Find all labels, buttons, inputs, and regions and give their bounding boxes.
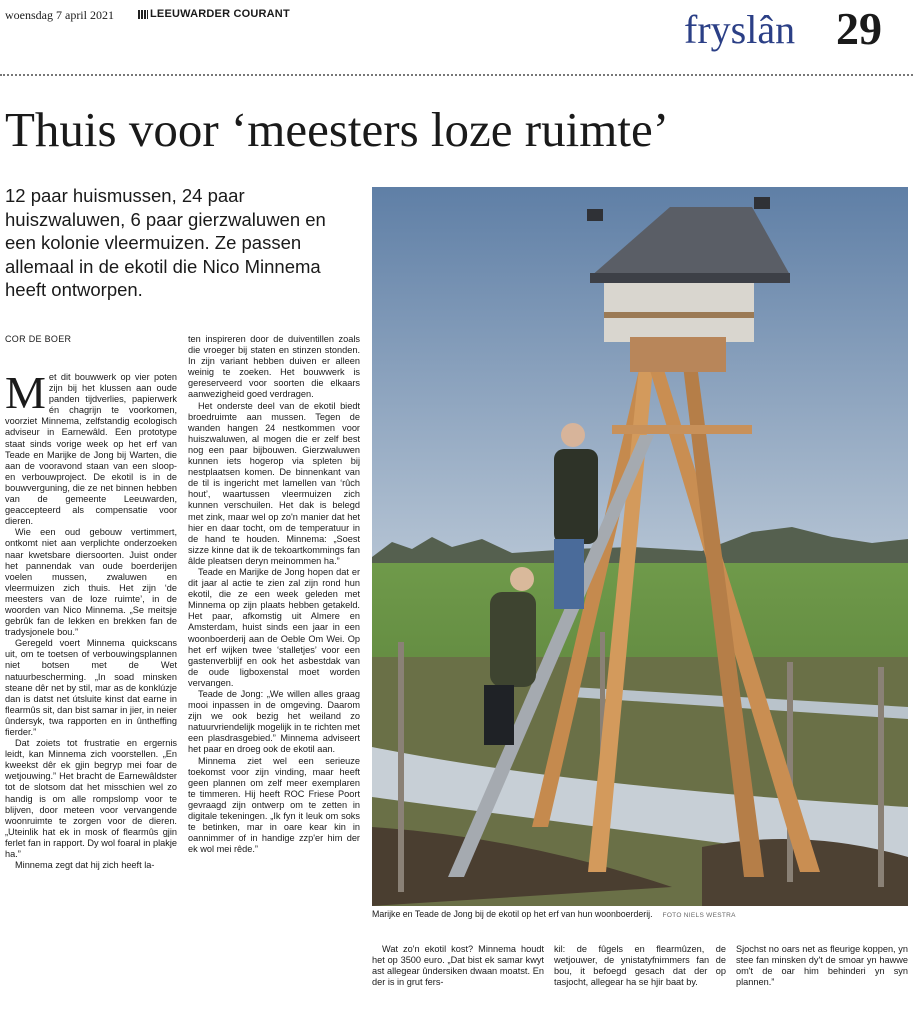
paragraph: Sjochst no oars net as fleurige koppen, yn stee fan minsken dy't de smoar yn hawwe om't de oar him behinderi yn syn plannen.” xyxy=(736,944,908,988)
person-teade-jacket xyxy=(554,449,598,544)
photo-caption xyxy=(372,909,908,919)
fence-post xyxy=(398,642,404,892)
header-divider xyxy=(0,74,913,76)
paragraph: ten inspireren door de duiventillen zoals die vroeger bij staten en stinzen stonden. In zijn variant hebben duiven er alleen weinig te zoeken. Het bouwwerk is gereserveerd voor soorten die elkaars aanwezigheid goed verdragen. xyxy=(188,334,360,400)
issue-date: woensdag 7 april 2021 xyxy=(5,8,114,22)
person-marijke-legs xyxy=(484,685,514,745)
article-lead: 12 paar huismussen, 24 paar huiszwaluwen, 6 paar gierzwaluwen en een kolonie vleermuizen. Ze passen allemaal in de ekotil die Nico Minnema heeft ontworpen. xyxy=(5,185,326,300)
paragraph: Minnema zegt dat hij zich heeft la- xyxy=(15,860,155,871)
paragraph: Met dit bouwwerk op vier poten zijn bij het klussen aan oude panden tijdverlies, papierwerk én chagrijn te voorkomen, voorziet Minnema, zelfstandig ecologisch adviseur in Earnewâld. Een prototype staat sinds vorige week op het erf van Teade en Marijke de Jong bij Warten, die aan de vooravond staan van een sloop- en verbouwproject. De ekotil is in de bouwverguning, die ze net binnen hebben van de gemeente Leeuwarden, geaccepteerd als compensatie voor dieren. xyxy=(5,367,177,527)
text-column-5 xyxy=(736,944,908,1022)
paragraph: Wie een oud gebouw vertimmert, ontkomt niet aan verplichte onderzoeken naar kwetsbare diersoorten. Juist onder het pannendak van oude boerderijen voelen mussen, zwaluwen en vleermuizen zich thuis. Het zijn ‘de meesters van de loze ruimte’, in de woorden van Nico Minnema. „Se meitsje gebrûk fan de lekken en brekken fan de tradysjonele bou.” xyxy=(5,527,177,638)
paragraph: Teade en Marijke de Jong hopen dat er dit jaar al actie te zien zal zijn rond hun ekotil, die ze een week geleden met Minnema op zijn plaats hebben getakeld. Het paar, afkomstig uit Almere en Amsterdam, huist sinds een jaar in een woonboerderij aan de Oeble Om Wei. Op het erf wijken twee ‘stalletjes’ voor een gastenverblijf en ook het asbestdak van de oude ligboxenstal moet worden vervangen. xyxy=(188,566,360,688)
text-column-2 xyxy=(188,334,360,974)
page-number: 29 xyxy=(836,3,882,54)
paragraph: Dat zoiets tot frustratie en ergernis leidt, kan Minnema zich voorstellen. „En kweekst dêr ek gjin begryp mei foar de wetjouwing.” Het bracht de Earnewâldster tot de slotsom dat het misschien wel zo handig is om alle rompslomp voor te blijven, door meteen voor vervangende woonruimte te zorgen voor de dieren. „Uteinlik hat ek in mosk of flearmûs gjin ferlet fan in rapport. Dy wol foaral in plakje ha.” xyxy=(5,738,177,860)
ekotil-band xyxy=(604,312,754,318)
ekotil-photo-illustration xyxy=(372,187,908,906)
paragraph: Teade de Jong: „We willen alles graag mooi inpassen in de omgeving. Daarom zijn we ook bezig het weiland zo natuurvriendelijk mogelijk in te richten met een plasdrasgebied.” Minnema adviseert het paar en droeg ook de ekotil aan. xyxy=(188,689,360,755)
text-column-3 xyxy=(372,944,544,1022)
person-teade-jeans xyxy=(554,539,584,609)
ekotil-base xyxy=(630,337,726,372)
text-column-4 xyxy=(554,944,726,1022)
article-headline: Thuis voor ‘meesters loze ruimte’ xyxy=(5,102,670,157)
article-photo xyxy=(372,187,908,906)
page-header xyxy=(0,0,913,70)
person-teade-head xyxy=(561,423,585,447)
roof-cap xyxy=(587,209,603,221)
person-marijke-jacket xyxy=(490,592,536,687)
roof-edge xyxy=(590,273,790,283)
article-byline: COR DE BOER xyxy=(5,334,72,344)
roof-cap xyxy=(754,197,770,209)
paragraph: Wat zo'n ekotil kost? Minnema houdt het op 3500 euro. „Dat bist ek samar kwyt ast allegear ûndersiken dwaan moatst. En der is in grut fers- xyxy=(372,944,544,988)
caption-text: Marijke en Teade de Jong bij de ekotil op het erf van hun woonboerderij. xyxy=(372,909,653,919)
fence-post xyxy=(878,667,884,887)
paragraph: kil: de fûgels en flearmûzen, de wetjouwer, de ynistatyfnimmers fan de bou, it befoegd gesach dat der op tasjocht, allegear ha se hjir baat by. xyxy=(554,944,726,988)
paragraph: Minnema ziet wel een serieuze toekomst voor zijn vinding, maar heeft geen plannen om zelf meer exemplaren te timmeren. Hij heeft ROC Friese Poort gevraagd zijn ontwerp om te zetten in digitale tekeningen. „Ik fyn it leuk om soks te betinken, mar in oare kear kin in oannimmer of in handige zzp'er him der ek wol mei rêde.” xyxy=(188,755,360,855)
barcode-mark xyxy=(138,10,148,19)
drop-cap: M xyxy=(5,367,46,418)
newspaper-name: LEEUWARDER COURANT xyxy=(150,8,290,20)
section-title: fryslân xyxy=(684,7,796,52)
paragraph: Geregeld voert Minnema quickscans uit, om te toetsen of verbouwingsplannen niet botsen met de Wet natuurbescherming. „In soad minsken steane dêr net by stil, mar as de konklúzje dan is datst net útsluite kinst dat earne in flearmûs sit, dan bist samar in jier, in neier ûndersyk, twa rapporten en in ûntheffing fierder.” xyxy=(5,638,177,737)
photo-credit: FOTO NIELS WESTRA xyxy=(662,912,736,919)
person-marijke-head xyxy=(510,567,534,591)
text-column-1 xyxy=(5,367,177,1022)
paragraph: Het onderste deel van de ekotil biedt broedruimte aan mussen. Tegen de wanden hangen 24 nestkommen voor huiszwaluwen, al mogen die er zelf best nog een paar bijbouwen. Gierzwaluwen kunnen iets hogerop via spleten bij nestplaatsen komen. De binnenkant van de til is ingericht met lamellen van ‘rûch hout’, waartussen vleermuizen zich kunnen verschuilen. Het dak is belegd met zink, maar wel op zo'n manier dat het hier en daar tocht, om de temperatuur in de hand te houden. Minnema: „Soest sizze kinne dat ik de tekoartkommings fan âlde pleatsen deryn meinommen ha.” xyxy=(188,400,360,566)
cross-beam xyxy=(612,425,752,434)
